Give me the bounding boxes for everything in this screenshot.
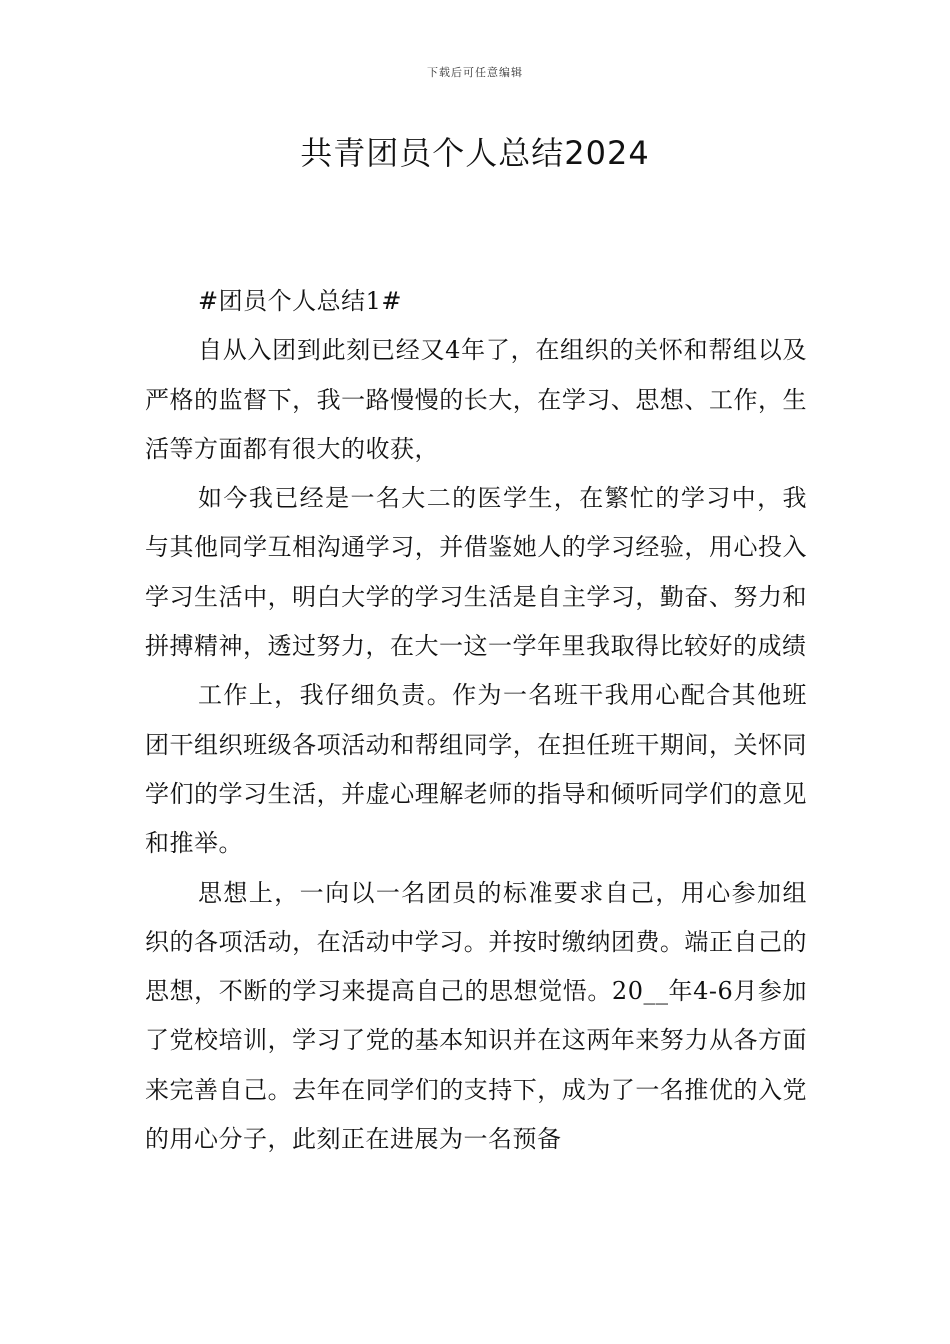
document-title: 共青团员个人总结2024 [300, 134, 650, 172]
section-heading: #团员个人总结1# [198, 287, 402, 315]
header-note: 下载后可任意编辑 [427, 66, 523, 79]
paragraph: 自从入团到此刻已经又4年了，在组织的关怀和帮组以及严格的监督下，我一路慢慢的长大，在学习、思想、工作，生活等方面都有很大的收获， [145, 336, 807, 463]
paragraph: 如今我已经是一名大二的医学生，在繁忙的学习中，我与其他同学互相沟通学习，并借鉴她人的学习经验，用心投入学习生活中，明白大学的学习生活是自主学习，勤奋、努力和拼搏精神，透过努力，在大一这一学年里我取得比较好的成绩 [145, 484, 807, 661]
paragraph: 思想上，一向以一名团员的标准要求自己，用心参加组织的各项活动，在活动中学习。并按时缴纳团费。端正自己的思想，不断的学习来提高自己的思想觉悟。20__年4-6月参加了党校培训，学习了党的基本知识并在这两年来努力从各方面来完善自己。去年在同学们的支持下，成为了一名推优的入党的用心分子，此刻正在进展为一名预备 [145, 878, 807, 1154]
document-body [145, 277, 807, 1164]
paragraph: 工作上，我仔细负责。作为一名班干我用心配合其他班团干组织班级各项活动和帮组同学，在担任班干期间，关怀同学们的学习生活，并虚心理解老师的指导和倾听同学们的意见和推举。 [145, 681, 807, 858]
